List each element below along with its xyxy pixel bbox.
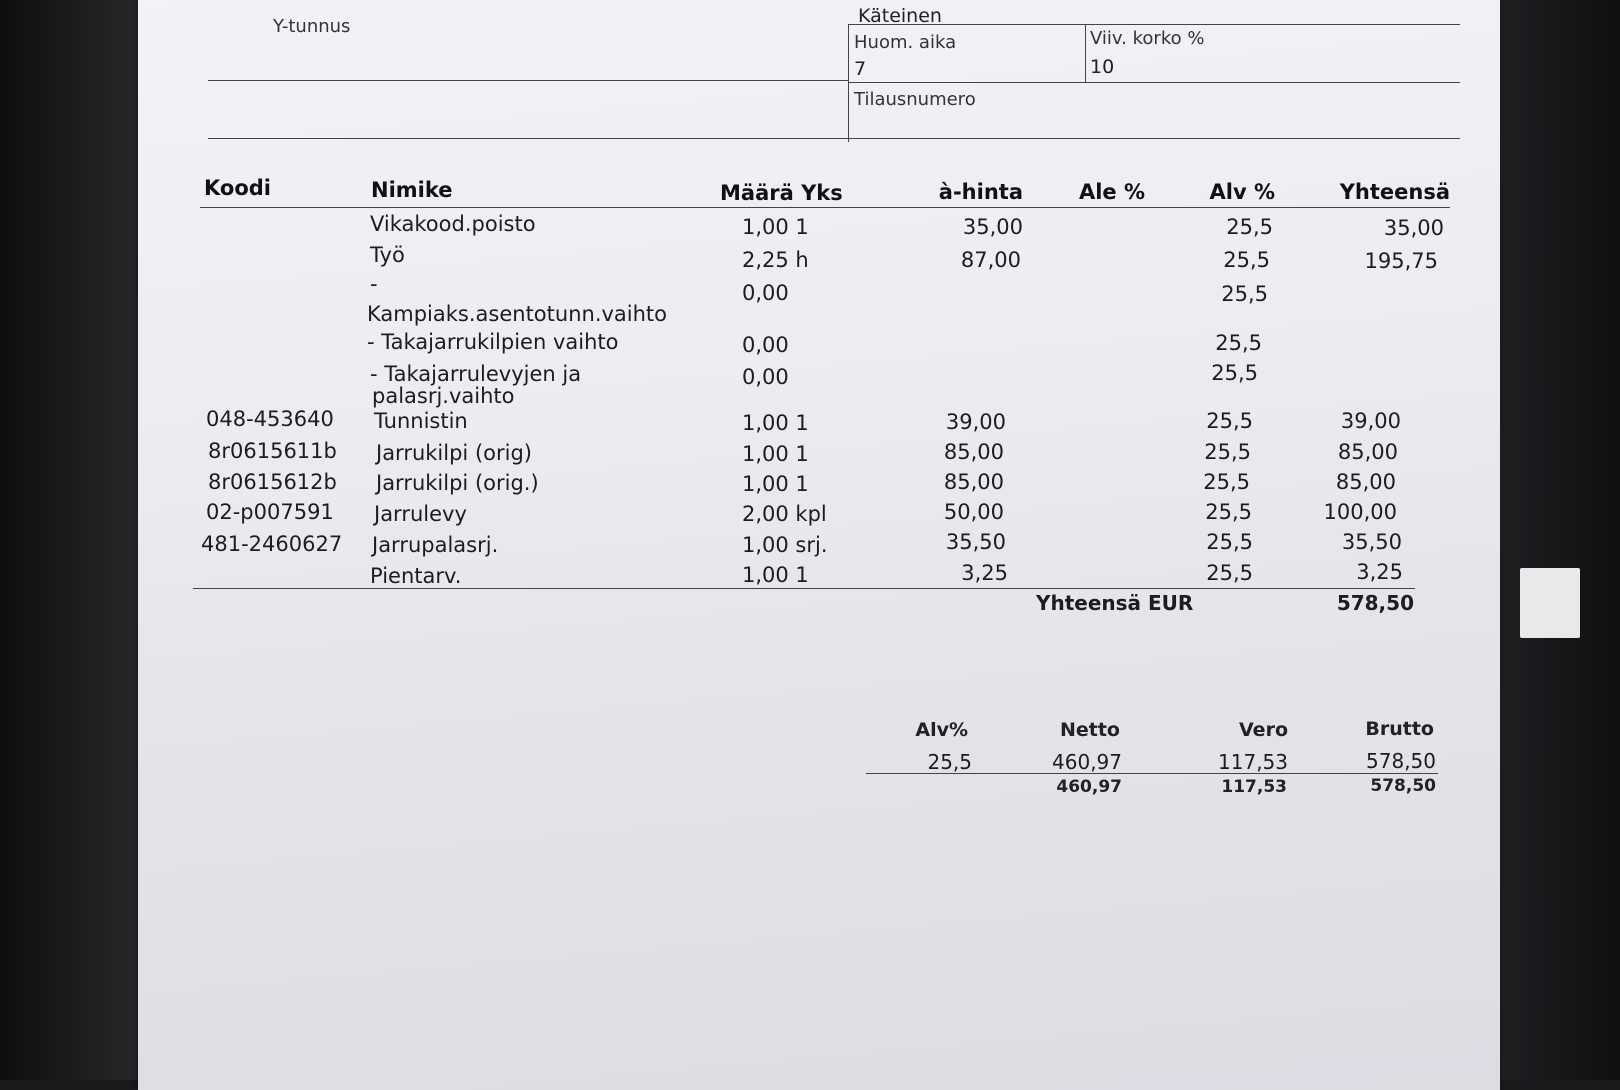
vat-row-brutto: 578,50 (1366, 749, 1436, 773)
row-1-maara: 2,25 h (742, 248, 809, 272)
background-left (0, 0, 150, 1080)
row-1-nimike: Työ (370, 243, 405, 267)
row-5-maara: 1,00 1 (742, 411, 809, 435)
row-3-maara: 0,00 (742, 333, 789, 357)
vat-total-netto: 460,97 (1056, 777, 1122, 797)
row-7-maara: 1,00 1 (742, 472, 809, 496)
header-line-left-1 (208, 80, 848, 81)
row-9-koodi: 481-2460627 (201, 532, 343, 556)
col-yhteensa: Yhteensä (1339, 180, 1450, 204)
header-line-bottom (208, 138, 1460, 139)
row-6-koodi: 8r0615611b (208, 439, 337, 463)
huom-aika-label: Huom. aika (854, 32, 957, 53)
row-8-a-hinta: 50,00 (943, 500, 1004, 524)
row-0-maara: 1,00 1 (742, 215, 809, 239)
row-1-alv: 25,5 (1223, 248, 1270, 272)
row-5-yhteensa: 39,00 (1340, 409, 1401, 433)
total-rule (193, 588, 1415, 589)
vat-col-alv: Alv% (915, 719, 968, 741)
row-8-koodi: 02-p007591 (206, 500, 334, 524)
col-a-hinta: à-hinta (938, 180, 1023, 204)
vat-row-vero: 117,53 (1218, 750, 1288, 774)
row-9-yhteensa: 35,50 (1341, 530, 1402, 554)
row-8-alv: 25,5 (1205, 500, 1252, 524)
header-line-2 (848, 82, 1460, 83)
row-8-nimike: Jarrulevy (374, 502, 467, 526)
header-line-1 (848, 24, 1460, 25)
viiv-korko-value: 10 (1090, 56, 1115, 78)
row-10-yhteensa: 3,25 (1356, 560, 1403, 584)
row-10-a-hinta: 3,25 (961, 561, 1008, 585)
row-2-alv: 25,5 (1221, 282, 1268, 306)
row-10-alv: 25,5 (1206, 561, 1253, 585)
row-4-alv: 25,5 (1211, 361, 1258, 385)
row-9-a-hinta: 35,50 (945, 530, 1006, 554)
row-0-alv: 25,5 (1226, 215, 1273, 239)
row-9-nimike: Jarrupalasrj. (372, 533, 499, 557)
row-1-a-hinta: 87,00 (960, 248, 1021, 272)
row-4-nimike-cont: palasrj.vaihto (372, 384, 515, 408)
total-label: Yhteensä EUR (1036, 591, 1194, 615)
row-5-alv: 25,5 (1206, 409, 1253, 433)
row-4-maara: 0,00 (742, 365, 789, 389)
vat-rule (866, 773, 1438, 774)
row-6-alv: 25,5 (1204, 440, 1251, 464)
vat-col-netto: Netto (1059, 719, 1120, 741)
row-2-nimike-cont: Kampiaks.asentotunn.vaihto (367, 302, 668, 326)
y-tunnus-label: Y-tunnus (273, 16, 351, 37)
col-koodi: Koodi (204, 176, 271, 200)
vat-row-alv: 25,5 (927, 750, 972, 774)
row-7-alv: 25,5 (1203, 470, 1250, 494)
row-5-a-hinta: 39,00 (945, 410, 1006, 434)
row-1-yhteensa: 195,75 (1364, 249, 1438, 273)
background-right (1480, 0, 1620, 1080)
row-6-a-hinta: 85,00 (943, 440, 1004, 464)
col-nimike: Nimike (371, 178, 453, 202)
row-8-yhteensa: 100,00 (1323, 500, 1397, 524)
row-4-nimike: - Takajarrulevyjen ja (370, 362, 582, 386)
row-2-maara: 0,00 (742, 281, 789, 305)
huom-aika-value: 7 (854, 58, 867, 80)
row-6-yhteensa: 85,00 (1337, 440, 1398, 464)
row-10-nimike: Pientarv. (370, 564, 462, 588)
vat-total-vero: 117,53 (1221, 777, 1287, 797)
tilausnumero-label: Tilausnumero (854, 89, 976, 110)
col-ale: Ale % (1078, 180, 1145, 204)
row-8-maara: 2,00 kpl (742, 502, 827, 526)
vat-col-brutto: Brutto (1365, 718, 1434, 740)
row-0-a-hinta: 35,00 (962, 215, 1023, 239)
row-6-maara: 1,00 1 (742, 442, 809, 466)
vat-col-vero: Vero (1239, 719, 1288, 741)
col-maara-yks: Määrä Yks (720, 181, 843, 205)
row-6-nimike: Jarrukilpi (orig) (376, 441, 532, 465)
row-2-nimike: - (370, 272, 378, 296)
payment-method: Käteinen (858, 5, 942, 27)
row-9-alv: 25,5 (1206, 530, 1253, 554)
row-5-koodi: 048-453640 (206, 407, 334, 431)
row-3-alv: 25,5 (1215, 331, 1262, 355)
paper-tab-edge (1520, 568, 1580, 638)
row-10-maara: 1,00 1 (742, 563, 809, 587)
header-vline-mid (1085, 24, 1086, 82)
header-vline-left (848, 24, 849, 142)
total-value: 578,50 (1336, 591, 1414, 615)
viiv-korko-label: Viiv. korko % (1090, 28, 1205, 49)
table-header-rule (200, 207, 1450, 208)
row-7-koodi: 8r0615612b (208, 470, 337, 494)
row-5-nimike: Tunnistin (374, 409, 468, 433)
row-7-nimike: Jarrukilpi (orig.) (376, 471, 539, 495)
row-9-maara: 1,00 srj. (742, 533, 828, 557)
vat-total-brutto: 578,50 (1370, 776, 1436, 796)
vat-row-netto: 460,97 (1052, 750, 1122, 774)
row-7-a-hinta: 85,00 (943, 470, 1004, 494)
col-alv: Alv % (1209, 180, 1275, 204)
invoice-paper (138, 0, 1500, 1090)
row-0-yhteensa: 35,00 (1383, 216, 1444, 240)
row-7-yhteensa: 85,00 (1335, 470, 1396, 494)
row-0-nimike: Vikakood.poisto (370, 212, 536, 236)
row-3-nimike: - Takajarrukilpien vaihto (367, 330, 619, 354)
